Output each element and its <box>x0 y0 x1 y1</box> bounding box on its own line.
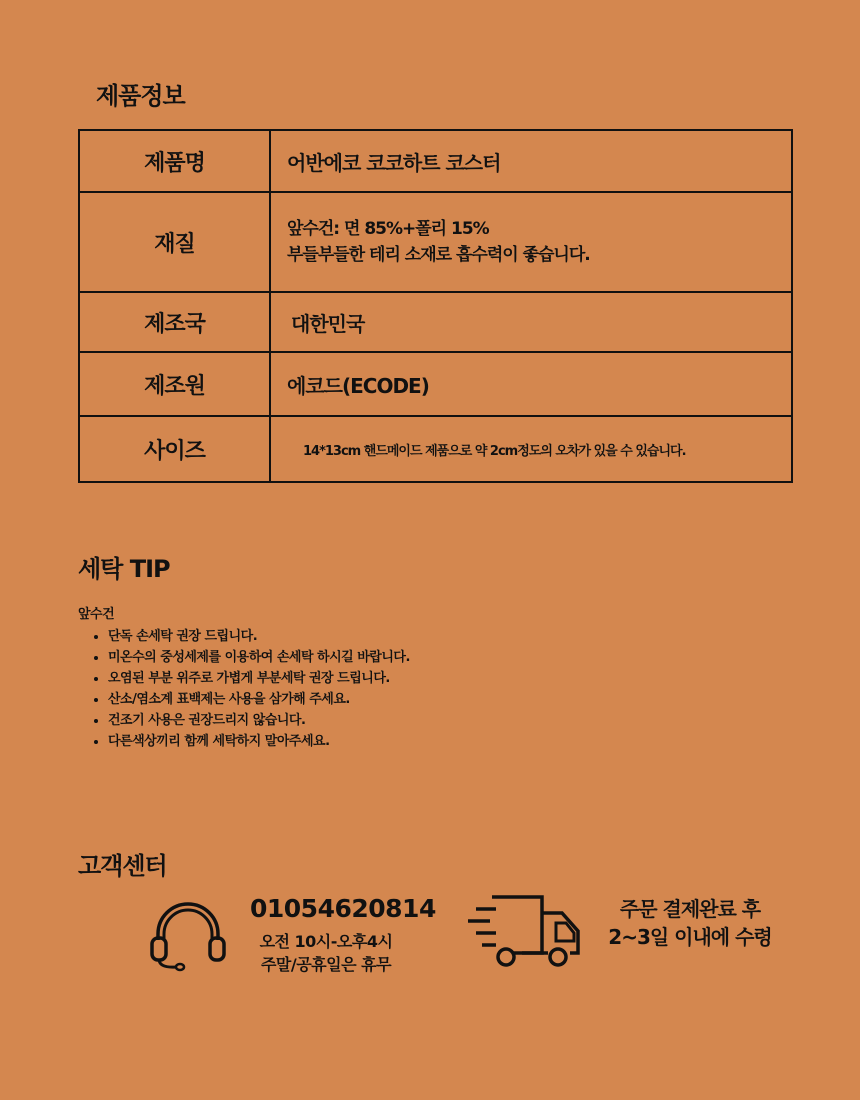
delivery-line-2: 2~3일 이내에 수령 <box>608 925 772 949</box>
delivery-info <box>600 895 780 951</box>
table-row <box>79 352 792 416</box>
list-item: • 단독 손세탁 권장 드립니다. <box>108 626 410 647</box>
row-label: 재질 <box>79 192 270 292</box>
phone-number: 01054620814 <box>250 894 436 923</box>
business-hours <box>245 930 407 976</box>
material-line-2: 부들부들한 테리 소재로 흡수력이 좋습니다. <box>287 245 590 265</box>
product-info-table <box>78 129 793 483</box>
customer-center-title: 고객센터 <box>78 852 167 880</box>
washing-subtitle: 앞수건 <box>78 607 115 622</box>
table-row <box>79 192 792 292</box>
table-row <box>79 416 792 482</box>
manufacturer-value: 에코드(ECODE) <box>270 352 792 416</box>
country-value <box>270 292 792 352</box>
row-label: 제조국 <box>79 292 270 352</box>
country-text: 대한민국 <box>291 311 365 336</box>
headset-icon <box>150 900 226 976</box>
tips-list <box>78 626 410 752</box>
hours-line-2: 주말/공휴일은 휴무 <box>260 955 392 974</box>
product-name-value: 어반에코 코코하트 코스터 <box>270 130 792 192</box>
hours-line-1: 오전 10시-오후4시 <box>259 932 393 951</box>
washing-tips <box>78 603 410 752</box>
table-row <box>79 292 792 352</box>
size-value: 14*13cm 핸드메이드 제품으로 약 2cm정도의 오차가 있을 수 있습니다. <box>270 416 792 482</box>
material-value <box>270 192 792 292</box>
delivery-truck-icon <box>466 893 582 975</box>
list-item: • 다른색상끼리 함께 세탁하지 말아주세요. <box>108 731 410 752</box>
row-label: 제품명 <box>79 130 270 192</box>
list-item: • 오염된 부분 위주로 가볍게 부분세탁 권장 드립니다. <box>108 668 410 689</box>
row-label: 제조원 <box>79 352 270 416</box>
list-item: • 산소/염소계 표백제는 사용을 삼가해 주세요. <box>108 689 410 710</box>
delivery-line-1: 주문 결제완료 후 <box>619 897 761 921</box>
washing-tip-title: 세탁 TIP <box>78 555 170 583</box>
list-item: • 건조기 사용은 권장드리지 않습니다. <box>108 710 410 731</box>
material-line-1: 앞수건: 면 85%+폴리 15% <box>287 219 489 239</box>
table-row <box>79 130 792 192</box>
list-item: • 미온수의 중성세제를 이용하여 손세탁 하시길 바랍니다. <box>108 647 410 668</box>
row-label: 사이즈 <box>79 416 270 482</box>
product-info-title: 제품정보 <box>96 82 185 110</box>
